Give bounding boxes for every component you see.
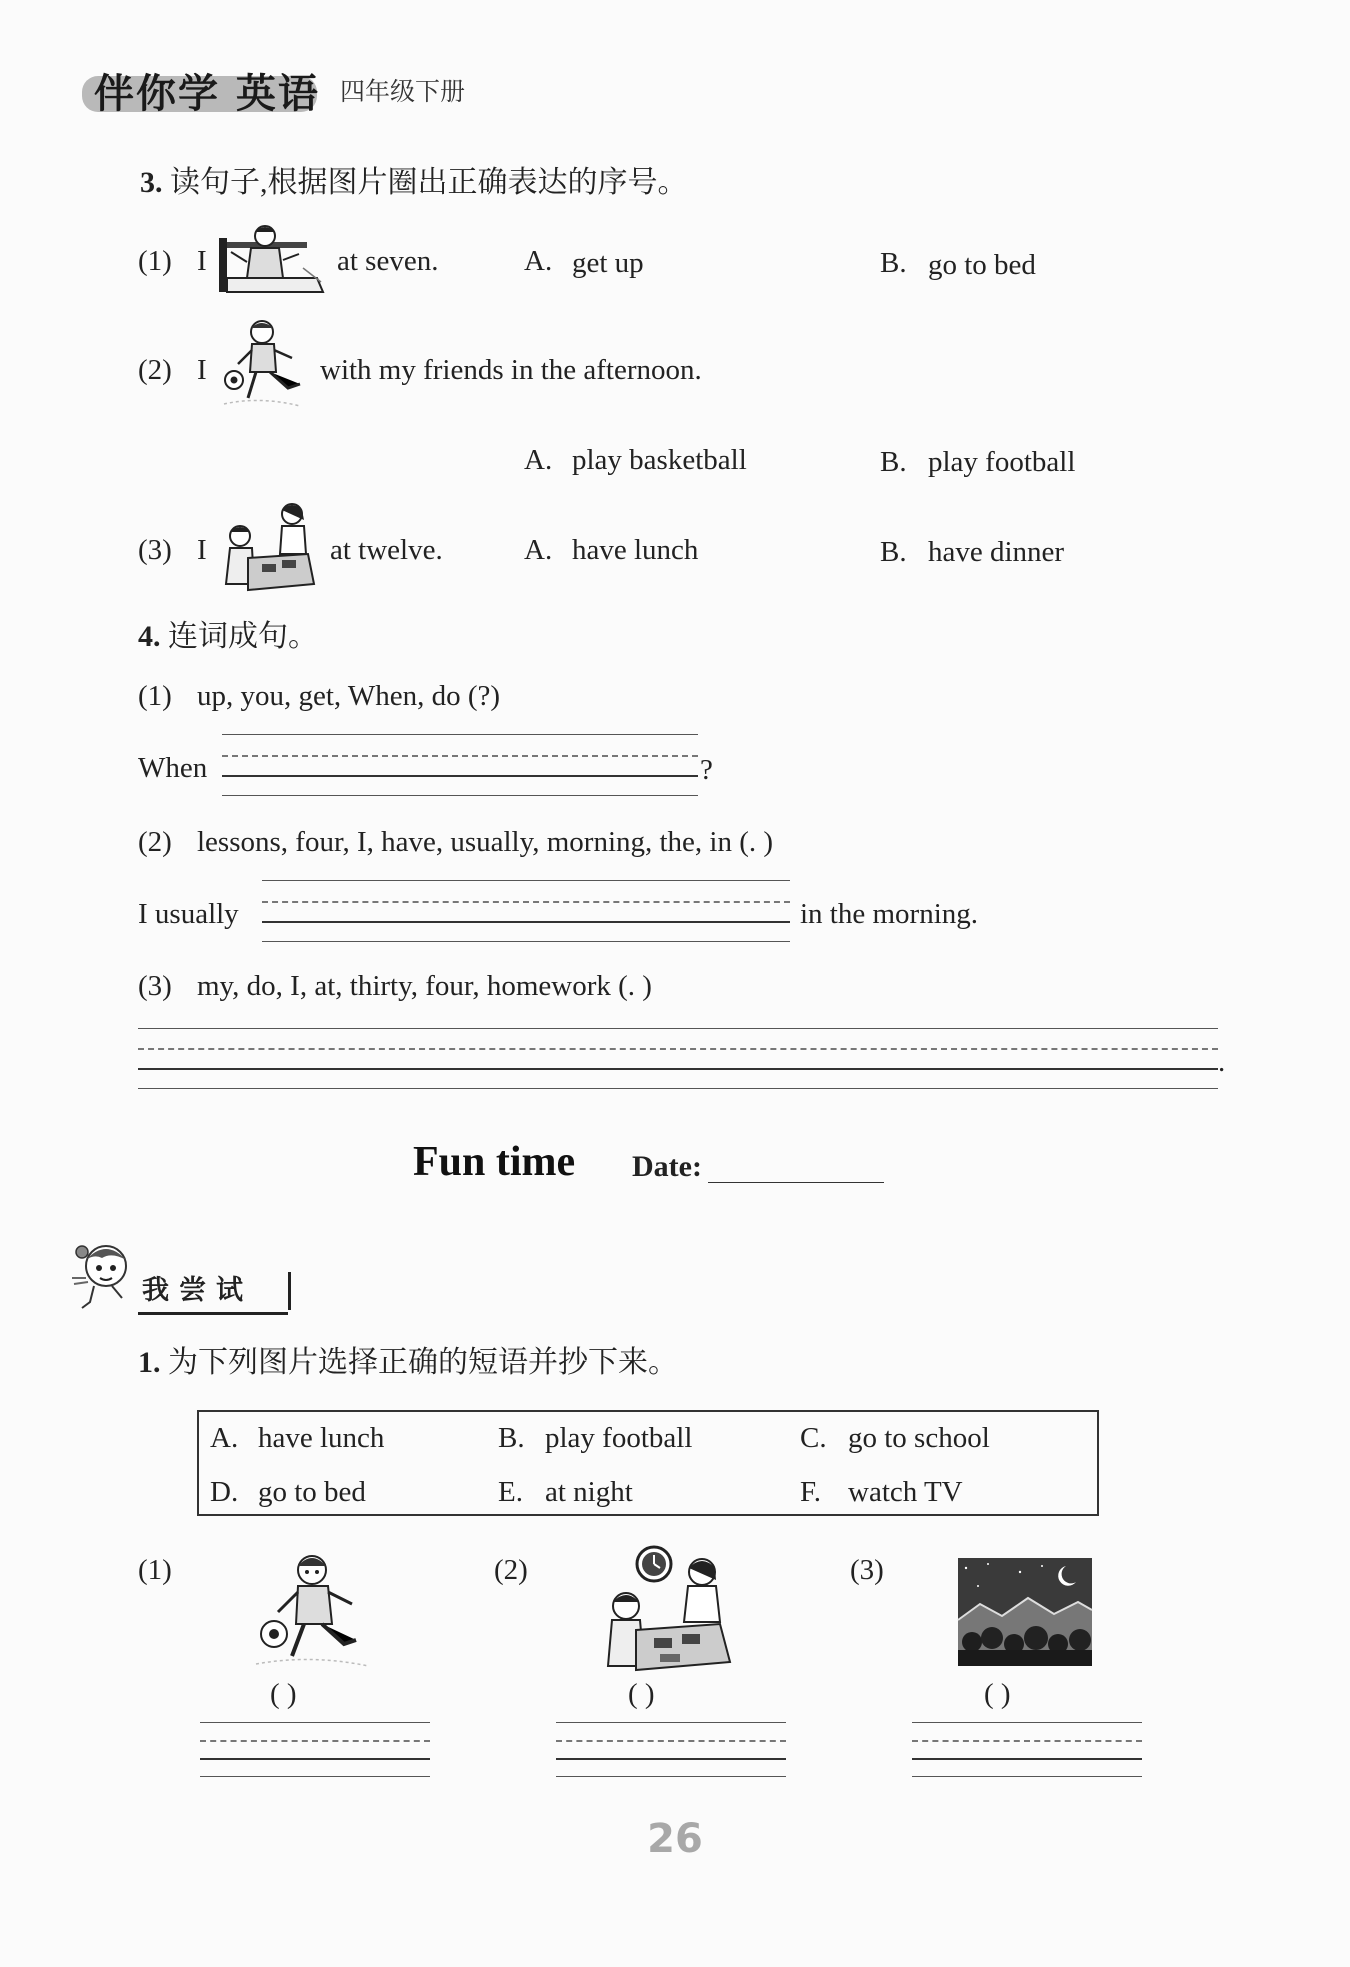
q1-title: 为下列图片选择正确的短语并抄下来。 (168, 1346, 678, 1379)
picture-2-answer-bracket[interactable]: ( ) (628, 1678, 655, 1710)
picture-1-answer-lines[interactable] (200, 1722, 430, 1778)
boy-playing-football-icon (252, 1550, 372, 1670)
q4-item-1-suffix: ? (700, 754, 713, 786)
page-number: 26 (647, 1816, 703, 1862)
q3-item-3-option-a[interactable]: have lunch (572, 534, 699, 566)
option-e-text: at night (545, 1476, 633, 1508)
cartoon-girl-mascot-icon (72, 1238, 142, 1310)
q3-item-3-number: (3) (138, 534, 172, 566)
q4-item-2-prefix: I usually (138, 898, 239, 930)
option-b-letter: B. (498, 1422, 525, 1454)
children-eating-lunch-icon (218, 498, 318, 594)
picture-3-answer-bracket[interactable]: ( ) (984, 1678, 1011, 1710)
q4-item-1-words: up, you, get, When, do (?) (197, 680, 501, 712)
grade-label: 四年级下册 (340, 77, 466, 106)
q4-item-2-words: lessons, four, I, have, usually, morning, the, in (. ) (197, 826, 774, 858)
q4-item-3-suffix: . (1218, 1046, 1226, 1078)
q3-item-1-option-a[interactable]: get up (572, 247, 644, 279)
option-f-text: watch TV (848, 1476, 963, 1508)
picture-1-number: (1) (138, 1554, 172, 1586)
option-d-letter: D. (210, 1476, 239, 1508)
q3-item-3-option-a-letter[interactable]: A. (524, 534, 553, 566)
q4-item-1-prefix: When (138, 752, 208, 784)
q4-item-2-answer-lines[interactable] (262, 880, 790, 942)
q3-item-1-option-a-letter[interactable]: A. (524, 245, 553, 277)
option-a-letter: A. (210, 1422, 239, 1454)
q3-item-1-subject: I (197, 245, 207, 277)
q3-item-2-option-a-letter[interactable]: A. (524, 444, 553, 476)
picture-2-answer-lines[interactable] (556, 1722, 786, 1778)
picture-2-number: (2) (494, 1554, 528, 1586)
try-section-label: 我尝试 (140, 1272, 291, 1310)
q3-item-3-option-b-letter[interactable]: B. (880, 536, 907, 568)
option-b-text: play football (545, 1422, 693, 1454)
option-e-letter: E. (498, 1476, 523, 1508)
date-label: Date: (632, 1150, 702, 1183)
q3-item-1-option-b-letter[interactable]: B. (880, 247, 907, 279)
q3-item-3-rest: at twelve. (330, 534, 443, 566)
q4-number: 4. (138, 620, 161, 653)
q1-heading (138, 1348, 678, 1378)
option-d-text: go to bed (258, 1476, 366, 1508)
q3-heading (140, 168, 688, 198)
q3-item-2-option-b[interactable]: play football (928, 446, 1076, 478)
option-c-letter: C. (800, 1422, 827, 1454)
q4-item-1-number: (1) (138, 680, 172, 712)
q4-item-3-words: my, do, I, at, thirty, four, homework (. ) (197, 970, 652, 1002)
q4-title: 连词成句。 (168, 620, 318, 653)
picture-3-number: (3) (850, 1554, 884, 1586)
option-f-letter: F. (800, 1476, 822, 1508)
boy-waking-up-in-bed-icon (217, 222, 327, 294)
q3-item-2-subject: I (197, 354, 207, 386)
q1-number: 1. (138, 1346, 161, 1379)
q3-item-2-rest: with my friends in the afternoon. (320, 354, 702, 386)
q3-item-2-number: (2) (138, 354, 172, 386)
option-a-text: have lunch (258, 1422, 385, 1454)
picture-1-answer-bracket[interactable]: ( ) (270, 1678, 297, 1710)
q3-title: 读句子,根据图片圈出正确表达的序号。 (170, 166, 688, 199)
picture-3-answer-lines[interactable] (912, 1722, 1142, 1778)
q4-item-3-number: (3) (138, 970, 172, 1002)
try-section-underline (138, 1312, 288, 1315)
q3-item-1-option-b[interactable]: go to bed (928, 249, 1036, 281)
night-sky-moon-icon (958, 1558, 1092, 1666)
brand-title: 伴你学 英语 (94, 71, 320, 117)
date-input-line[interactable] (708, 1182, 884, 1183)
q4-item-2-number: (2) (138, 826, 172, 858)
q4-heading (138, 622, 318, 652)
q3-item-3-subject: I (197, 534, 207, 566)
boy-kicking-football-icon (220, 318, 310, 410)
brand-logo (82, 56, 320, 117)
funtime-title: Fun time (413, 1139, 576, 1185)
q4-item-2-suffix: in the morning. (800, 898, 979, 930)
q3-item-3-option-b[interactable]: have dinner (928, 536, 1065, 568)
q3-item-2-option-a[interactable]: play basketball (572, 444, 747, 476)
q4-item-1-answer-lines[interactable] (222, 734, 698, 796)
q3-item-2-option-b-letter[interactable]: B. (880, 446, 907, 478)
option-c-text: go to school (848, 1422, 990, 1454)
q3-item-1-rest: at seven. (337, 245, 439, 277)
q3-number: 3. (140, 166, 163, 199)
q4-item-3-answer-lines[interactable] (138, 1028, 1218, 1088)
q3-item-1-number: (1) (138, 245, 172, 277)
children-lunch-with-clock-icon (598, 1544, 740, 1674)
